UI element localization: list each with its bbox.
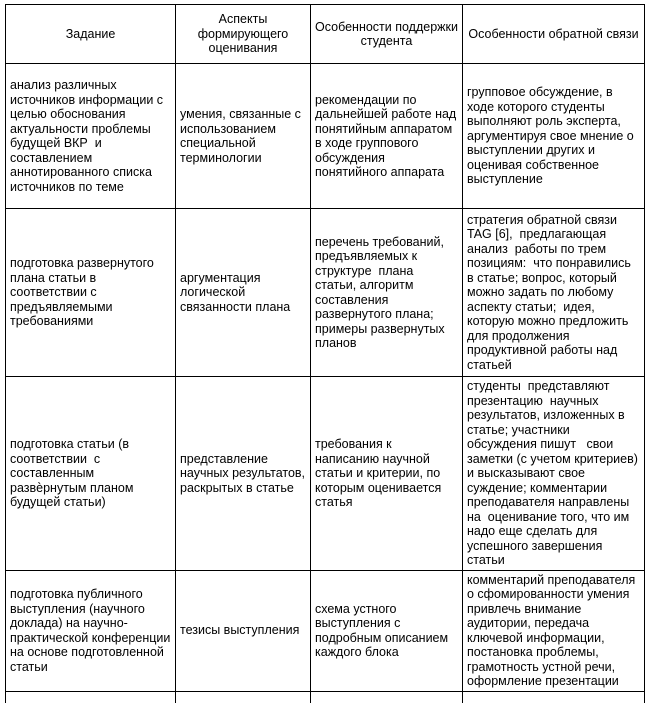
table-cell: требования к написанию научной статьи и критерии, по которым оценивается статья xyxy=(311,377,463,571)
table-cell-empty xyxy=(311,691,463,703)
table-cell: подготовка развернутого плана статьи в соответствии с предъявляемыми требованиями xyxy=(6,209,176,377)
table-row xyxy=(6,377,645,571)
formative-assessment-table xyxy=(5,4,645,703)
table-cell: аргументация логической связанности плана xyxy=(176,209,311,377)
table-cell: перечень требований, предъявляемых к структуре плана статьи, алгоритм составления развернутого плана; примеры развернутых планов xyxy=(311,209,463,377)
table-cell: рекомендации по дальнейшей работе над понятийным аппаратом в ходе группового обсуждения понятийного аппарата xyxy=(311,64,463,209)
table-row xyxy=(6,64,645,209)
header-cell-student-support: Особенности поддержки студента xyxy=(311,5,463,64)
table-cell: анализ различных источников информации с целью обоснования актуальности проблемы будущей ВКР и составлением аннотированного списка источников по теме xyxy=(6,64,176,209)
table-cell: схема устного выступления с подробным описанием каждого блока xyxy=(311,570,463,691)
table-cell: студенты представляют презентацию научных результатов, изложенных в статье; участники обсуждения пишут свои заметки (с учетом критериев) и высказывают свое суждение; комментарии преподавателя направлены на оценивание того, что им надо еще сделать для успешного завершения статьи xyxy=(463,377,645,571)
table-row xyxy=(6,570,645,691)
header-cell-feedback: Особенности обратной связи xyxy=(463,5,645,64)
table-cell: подготовка публичного выступления (научного доклада) на научно-практической конференции на основе подготовленной статьи xyxy=(6,570,176,691)
table-cell: стратегия обратной связи TAG [6], предлагающая анализ работы по трем позициям: что понравились в статье; вопрос, который можно задать по любому аспекту статьи; идея, которую можно предложить для продолжения продуктивной работы над статьей xyxy=(463,209,645,377)
table-cell: представление научных результатов, раскрытых в статье xyxy=(176,377,311,571)
table-cell: подготовка статьи (в соответствии с составленным развѐрнутым планом будущей статьи) xyxy=(6,377,176,571)
table-cell-empty xyxy=(463,691,645,703)
table-cell: групповое обсуждение, в ходе которого студенты выполняют роль эксперта, аргументируя свое мнение о выступлении других и оценивая собственное выступление xyxy=(463,64,645,209)
table-cell: тезисы выступления xyxy=(176,570,311,691)
table-cell: комментарий преподавателя о сфомированности умения привлечь внимание аудитории, передача ключевой информации, постановка проблемы, грамотность устной речи, оформление презентации xyxy=(463,570,645,691)
header-cell-assessment-aspects: Аспекты формирующего оценивания xyxy=(176,5,311,64)
table-cell: умения, связанные с использованием специальной терминологии xyxy=(176,64,311,209)
table-row-empty-stub xyxy=(6,691,645,703)
table-cell-empty xyxy=(6,691,176,703)
table-row xyxy=(6,209,645,377)
table-cell-empty xyxy=(176,691,311,703)
table-header-row xyxy=(6,5,645,64)
header-cell-task: Задание xyxy=(6,5,176,64)
